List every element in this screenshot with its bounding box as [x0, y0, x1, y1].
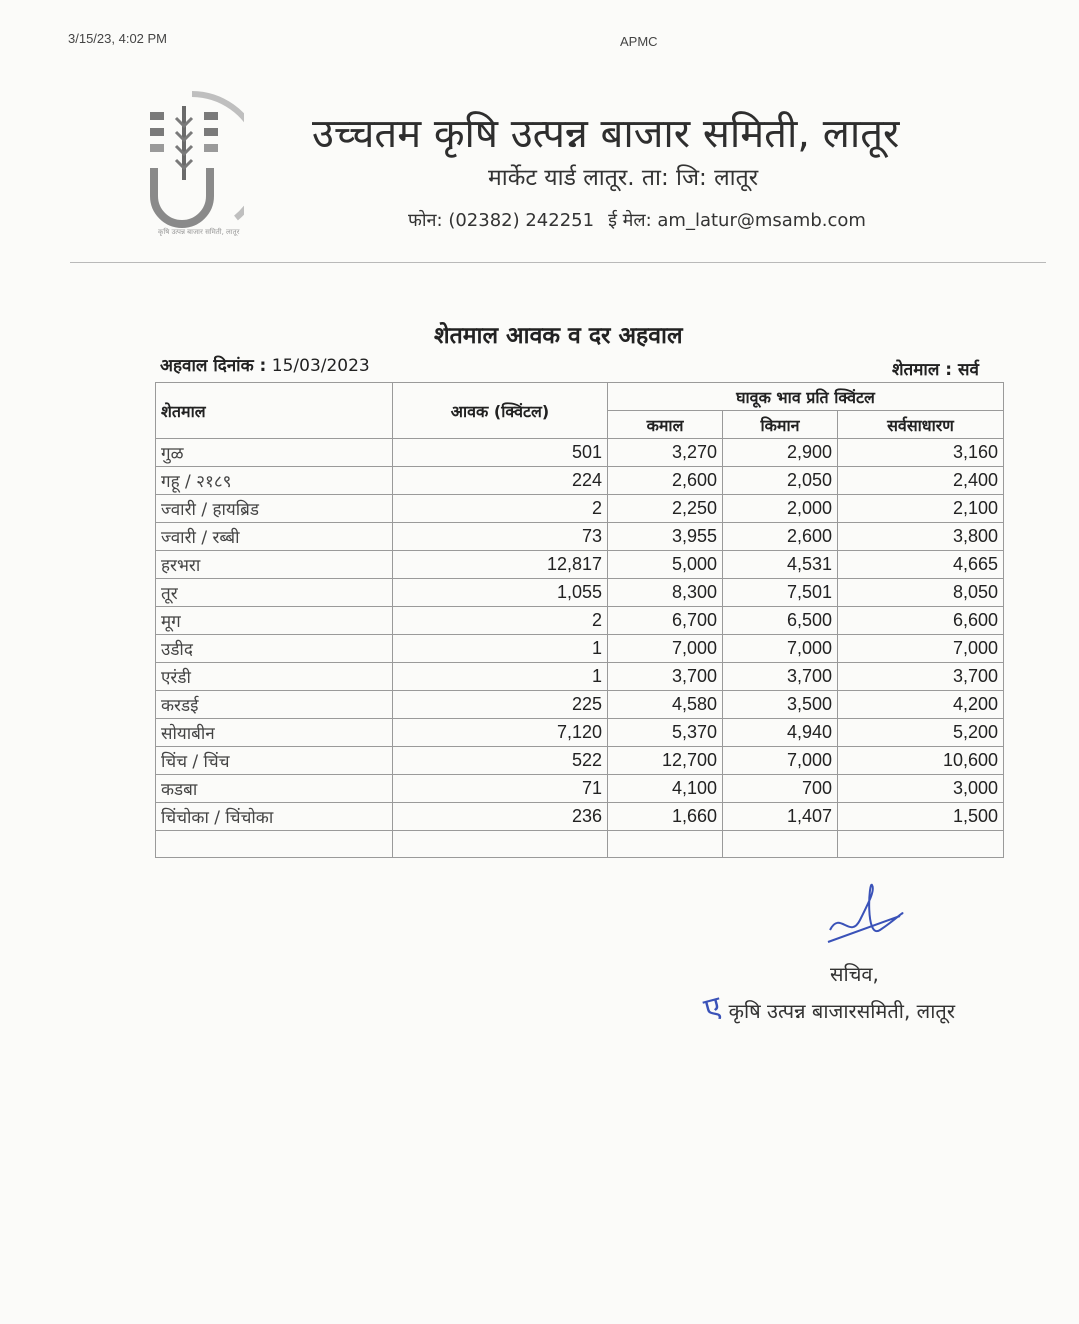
cell-min: 700	[723, 775, 838, 803]
header-arrivals: आवक (क्विंटल)	[393, 383, 608, 439]
cell-arrivals: 12,817	[393, 551, 608, 579]
cell-max: 12,700	[608, 747, 723, 775]
cell-modal: 10,600	[838, 747, 1004, 775]
rates-table-body	[156, 439, 1004, 858]
cell-commodity: करडई	[156, 691, 393, 719]
report-title: शेतमाल आवक व दर अहवाल	[434, 323, 683, 349]
cell-min: 7,501	[723, 579, 838, 607]
cell-arrivals: 224	[393, 467, 608, 495]
table-row	[156, 579, 1004, 607]
cell-arrivals: 501	[393, 439, 608, 467]
cell-max: 3,955	[608, 523, 723, 551]
cell-min: 7,000	[723, 635, 838, 663]
table-row	[156, 747, 1004, 775]
empty-cell	[393, 831, 608, 858]
table-row	[156, 495, 1004, 523]
table-row	[156, 607, 1004, 635]
cell-modal: 8,050	[838, 579, 1004, 607]
letterhead-divider	[70, 262, 1046, 263]
signature-mark	[820, 880, 910, 960]
cell-commodity: कडबा	[156, 775, 393, 803]
cell-commodity: चिंच / चिंच	[156, 747, 393, 775]
cell-arrivals: 7,120	[393, 719, 608, 747]
cell-max: 3,270	[608, 439, 723, 467]
cell-arrivals: 73	[393, 523, 608, 551]
cell-arrivals: 522	[393, 747, 608, 775]
cell-commodity: ज्वारी / रब्बी	[156, 523, 393, 551]
org-phone: फोन: (02382) 242251	[408, 210, 595, 231]
empty-cell	[723, 831, 838, 858]
cell-modal: 1,500	[838, 803, 1004, 831]
cell-max: 4,580	[608, 691, 723, 719]
apmc-logo	[140, 88, 244, 240]
signatory-org-name: कृषि उत्पन्न बाजारसमिती, लातूर	[728, 999, 956, 1023]
cell-modal: 3,000	[838, 775, 1004, 803]
header-price-group: घावूक भाव प्रति क्विंटल	[608, 383, 1004, 411]
cell-min: 1,407	[723, 803, 838, 831]
cell-modal: 6,600	[838, 607, 1004, 635]
table-row	[156, 635, 1004, 663]
cell-min: 4,531	[723, 551, 838, 579]
cell-modal: 5,200	[838, 719, 1004, 747]
cell-min: 4,940	[723, 719, 838, 747]
cell-arrivals: 225	[393, 691, 608, 719]
table-row	[156, 775, 1004, 803]
table-row	[156, 439, 1004, 467]
cell-arrivals: 71	[393, 775, 608, 803]
cell-modal: 4,200	[838, 691, 1004, 719]
report-date-value: 15/03/2023	[271, 356, 370, 376]
print-datetime: 3/15/23, 4:02 PM	[68, 31, 168, 46]
initial-mark-icon: ए	[700, 989, 726, 1028]
cell-min: 2,050	[723, 467, 838, 495]
cell-arrivals: 1,055	[393, 579, 608, 607]
cell-modal: 2,400	[838, 467, 1004, 495]
cell-min: 3,700	[723, 663, 838, 691]
org-address: मार्केट यार्ड लातूर. ता: जि: लातूर	[488, 165, 759, 191]
signatory-org	[700, 986, 956, 1028]
cell-min: 2,600	[723, 523, 838, 551]
table-row	[156, 719, 1004, 747]
org-contact	[408, 208, 866, 232]
cell-max: 4,100	[608, 775, 723, 803]
cell-commodity: हरभरा	[156, 551, 393, 579]
cell-commodity: उडीद	[156, 635, 393, 663]
report-date	[160, 353, 370, 376]
cell-modal: 3,700	[838, 663, 1004, 691]
cell-max: 8,300	[608, 579, 723, 607]
header-min: किमान	[723, 411, 838, 439]
logo-caption: कृषि उत्पन्न बाजार समिती, लातूर	[158, 228, 240, 236]
cell-min: 3,500	[723, 691, 838, 719]
cell-commodity: गहू / २१८९	[156, 467, 393, 495]
cell-min: 7,000	[723, 747, 838, 775]
rates-table	[155, 382, 1004, 858]
cell-min: 2,900	[723, 439, 838, 467]
cell-max: 5,000	[608, 551, 723, 579]
cell-commodity: चिंचोका / चिंचोका	[156, 803, 393, 831]
cell-arrivals: 2	[393, 607, 608, 635]
empty-cell	[838, 831, 1004, 858]
cell-commodity: मूग	[156, 607, 393, 635]
cell-commodity: गुळ	[156, 439, 393, 467]
cell-modal: 4,665	[838, 551, 1004, 579]
cell-modal: 3,160	[838, 439, 1004, 467]
cell-commodity: तूर	[156, 579, 393, 607]
cell-arrivals: 236	[393, 803, 608, 831]
cell-modal: 2,100	[838, 495, 1004, 523]
cell-max: 7,000	[608, 635, 723, 663]
table-row	[156, 467, 1004, 495]
table-empty-row	[156, 831, 1004, 858]
header-commodity: शेतमाल	[156, 383, 393, 439]
cell-commodity: ज्वारी / हायब्रिड	[156, 495, 393, 523]
cell-max: 1,660	[608, 803, 723, 831]
org-name: उच्चतम कृषि उत्पन्न बाजार समिती, लातूर	[312, 111, 900, 157]
cell-modal: 7,000	[838, 635, 1004, 663]
table-row	[156, 803, 1004, 831]
table-row	[156, 551, 1004, 579]
cell-commodity: सोयाबीन	[156, 719, 393, 747]
cell-max: 3,700	[608, 663, 723, 691]
cell-min: 2,000	[723, 495, 838, 523]
print-title: APMC	[620, 34, 658, 49]
cell-arrivals: 1	[393, 635, 608, 663]
header-modal: सर्वसाधारण	[838, 411, 1004, 439]
empty-cell	[608, 831, 723, 858]
header-max: कमाल	[608, 411, 723, 439]
cell-max: 2,600	[608, 467, 723, 495]
cell-arrivals: 2	[393, 495, 608, 523]
cell-modal: 3,800	[838, 523, 1004, 551]
org-email: ई मेल: am_latur@msamb.com	[608, 210, 866, 231]
cell-max: 6,700	[608, 607, 723, 635]
signatory-title: सचिव,	[830, 962, 879, 986]
table-row	[156, 663, 1004, 691]
table-row	[156, 691, 1004, 719]
cell-arrivals: 1	[393, 663, 608, 691]
cell-commodity: एरंडी	[156, 663, 393, 691]
cell-min: 6,500	[723, 607, 838, 635]
table-row	[156, 523, 1004, 551]
report-date-label: अहवाल दिनांक :	[160, 356, 267, 376]
commodity-filter: शेतमाल : सर्व	[892, 360, 979, 380]
empty-cell	[156, 831, 393, 858]
cell-max: 5,370	[608, 719, 723, 747]
cell-max: 2,250	[608, 495, 723, 523]
